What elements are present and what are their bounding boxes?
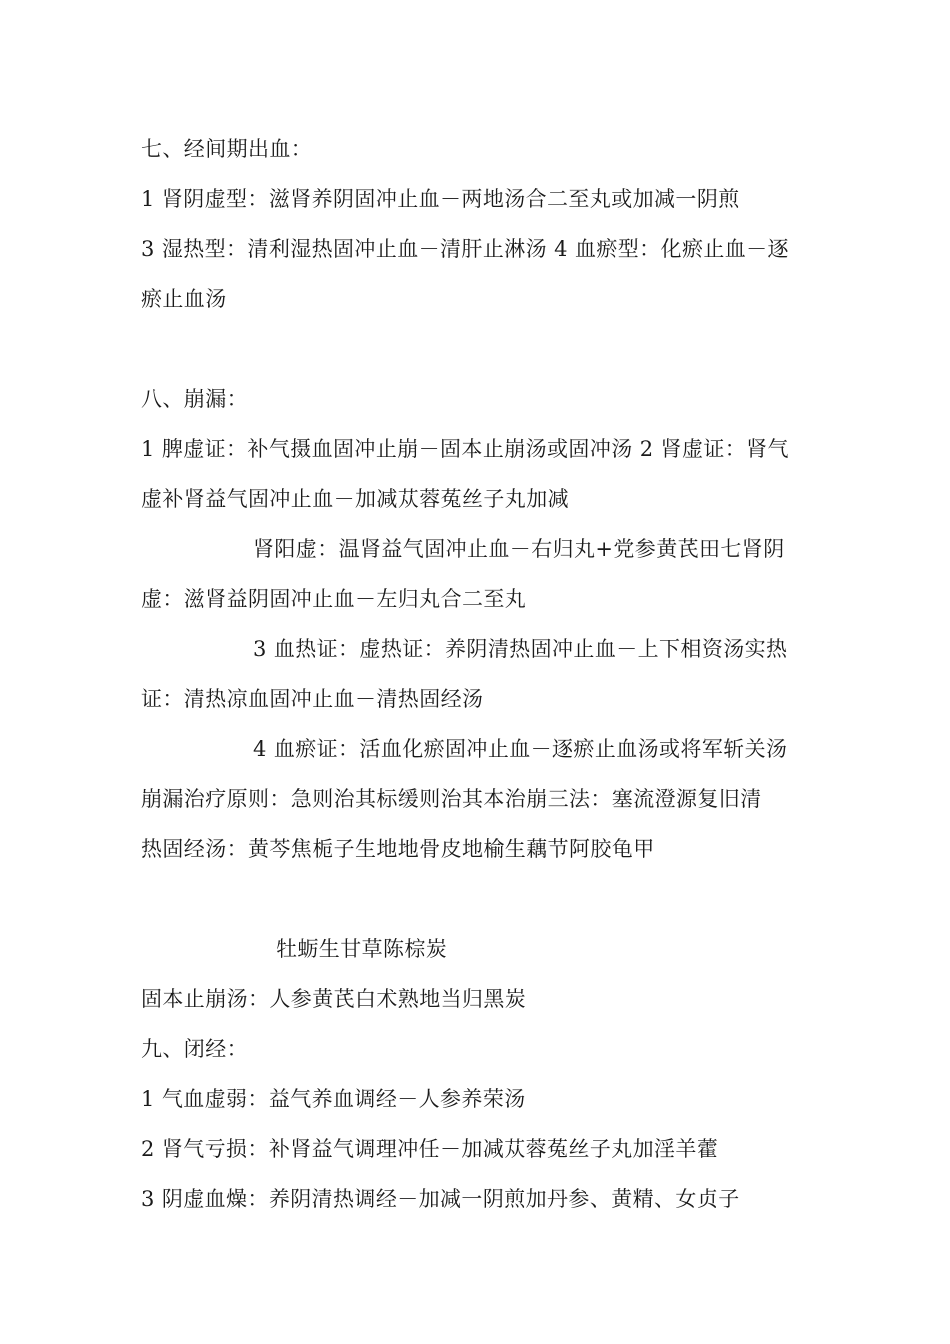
text-line: 2 肾气亏损：补肾益气调理冲任－加减苁蓉菟丝子丸加淫羊藿 xyxy=(141,1137,719,1161)
text-line: 虚补肾益气固冲止血－加减苁蓉菟丝子丸加减 xyxy=(141,487,569,511)
text-line: 崩漏治疗原则：急则治其标缓则治其本治崩三法：塞流澄源复旧清 xyxy=(141,787,762,811)
text-line: 3 血热证：虚热证：养阴清热固冲止血－上下相资汤实热 xyxy=(253,637,788,661)
text-line: 1 脾虚证：补气摄血固冲止崩－固本止崩汤或固冲汤 2 肾虚证：肾气 xyxy=(141,437,789,461)
text-line: 1 气血虚弱：益气养血调经－人参养荣汤 xyxy=(141,1087,526,1111)
section-heading-9: 九、闭经： xyxy=(141,1037,248,1061)
text-line: 4 血瘀证：活血化瘀固冲止血－逐瘀止血汤或将军斩关汤 xyxy=(253,737,788,761)
section-heading-8: 八、崩漏： xyxy=(141,387,248,411)
text-line: 1 肾阴虚型：滋肾养阴固冲止血－两地汤合二至丸或加减一阴煎 xyxy=(141,187,740,211)
text-line: 牡蛎生甘草陈棕炭 xyxy=(276,937,448,961)
text-line: 3 阴虚血燥：养阴清热调经－加减一阴煎加丹参、黄精、女贞子 xyxy=(141,1187,740,1211)
text-line: 瘀止血汤 xyxy=(141,287,227,311)
text-line: 3 湿热型：清利湿热固冲止血－清肝止淋汤 4 血瘀型：化瘀止血－逐 xyxy=(141,237,789,261)
text-line: 肾阳虚：温肾益气固冲止血－右归丸+党参黄芪田七肾阴 xyxy=(253,537,785,561)
section-heading-7: 七、经间期出血： xyxy=(141,137,313,161)
text-line: 证：清热凉血固冲止血－清热固经汤 xyxy=(141,687,484,711)
text-line: 虚：滋肾益阴固冲止血－左归丸合二至丸 xyxy=(141,587,527,611)
text-line: 热固经汤：黄芩焦栀子生地地骨皮地榆生藕节阿胶龟甲 xyxy=(141,837,655,861)
text-line: 固本止崩汤：人参黄芪白术熟地当归黑炭 xyxy=(141,987,527,1011)
